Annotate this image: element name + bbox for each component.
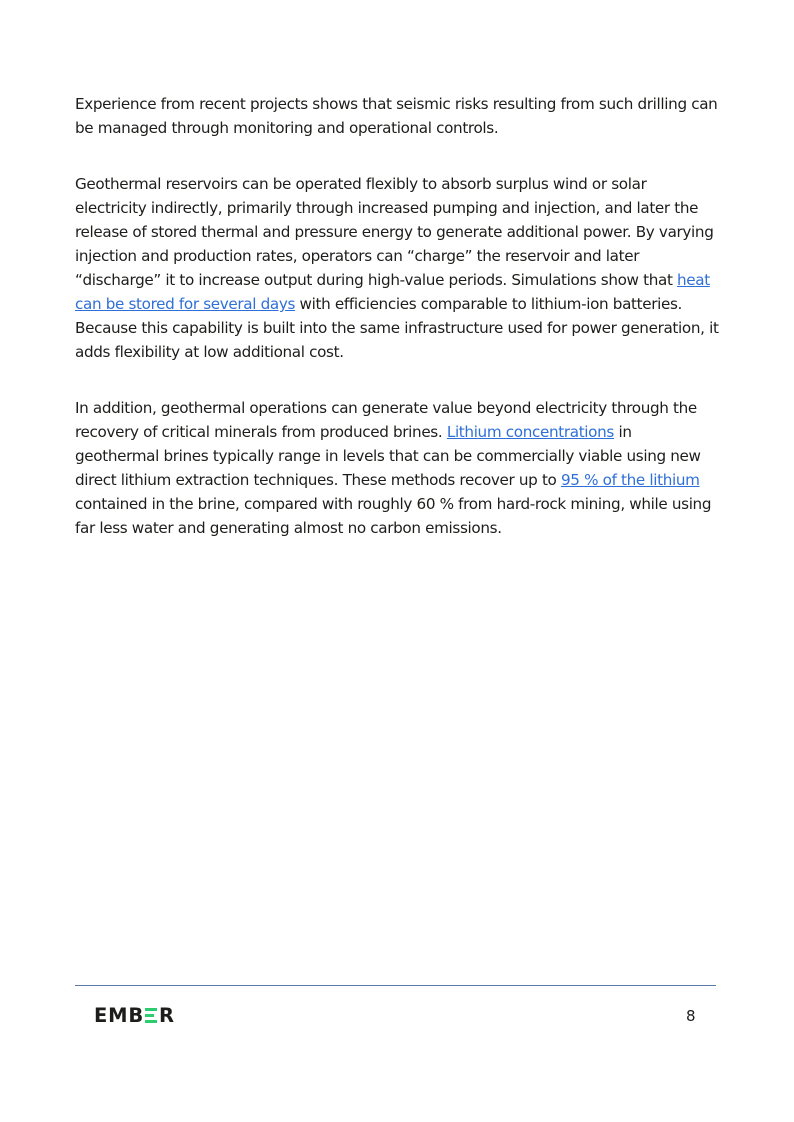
paragraph-seismic [75, 92, 720, 140]
paragraph-minerals [75, 396, 720, 540]
paragraph-minerals-text-1: In addition, geothermal operations can generate value beyond electricity through the recovery of critical minerals from produced brines. [75, 399, 697, 441]
paragraph-storage [75, 172, 720, 364]
logo-text-left: EMB [94, 1003, 144, 1027]
paragraph-minerals-text-2: in geothermal brines typically range in levels that can be commercially viable using new direct lithium extraction techniques. These methods recover up to [75, 423, 701, 489]
paragraph-storage-text-1: Geothermal reservoirs can be operated flexibly to absorb surplus wind or solar electricity indirectly, primarily through increased pumping and injection, and later the release of stored thermal and pressure energy to generate additional power. By varying injection and production rates, operators can “charge” the reservoir and later “discharge” it to increase output during high-value periods. Simulations show that [75, 175, 714, 289]
lithium-concentrations-link[interactable]: Lithium concentrations [446, 423, 614, 441]
paragraph-storage-text-2: with efficiencies comparable to lithium-ion batteries. Because this capability is built into the same infrastructure used for power generation, it adds flexibility at low additional cost. [75, 295, 719, 361]
footer-divider [75, 985, 716, 986]
page-number: 8 [686, 1007, 696, 1025]
heat-storage-link[interactable]: heat can be stored for several days [75, 271, 710, 313]
lithium-recovery-link[interactable]: 95 % of the lithium [560, 471, 700, 489]
paragraph-minerals-text-3: contained in the brine, compared with roughly 60 % from hard-rock mining, while using far less water and generating almost no carbon emissions. [75, 495, 712, 537]
ember-e-bars-icon [145, 1008, 157, 1023]
logo-text-right: R [159, 1003, 175, 1027]
document-body [75, 92, 720, 572]
paragraph-seismic-text: Experience from recent projects shows that seismic risks resulting from such drilling can be managed through monitoring and operational controls. [75, 95, 718, 137]
ember-logo [94, 1004, 175, 1026]
